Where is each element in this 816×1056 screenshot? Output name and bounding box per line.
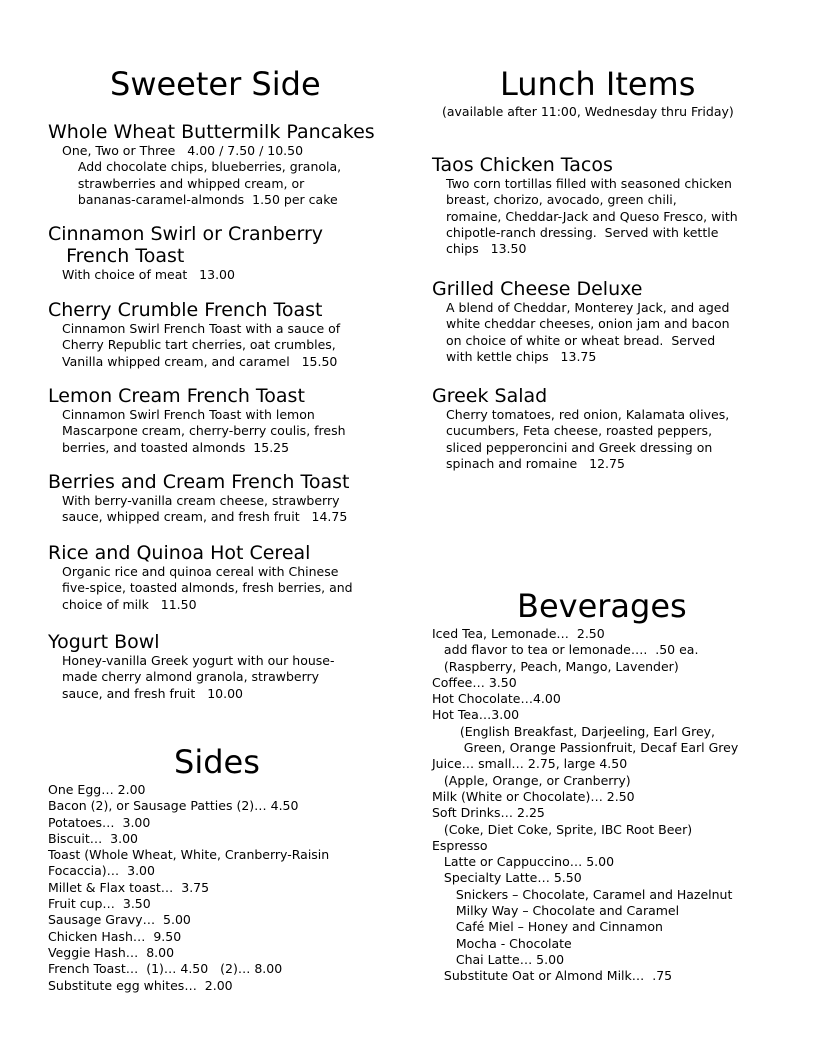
beverage-item: Milk (White or Chocolate)… 2.50 [432, 788, 635, 804]
side-item: Potatoes… 3.00 [48, 814, 151, 830]
beverage-item: Hot Chocolate…4.00 [432, 691, 561, 707]
beverage-item: (English Breakfast, Darjeeling, Earl Grey, [432, 723, 716, 739]
item-description [48, 267, 388, 283]
beverage-item: Specialty Latte… 5.50 [432, 870, 582, 886]
item-description-line: One, Two or Three 4.00 / 7.50 / 10.50 [62, 143, 304, 158]
item-name: Berries and Cream French Toast [48, 471, 350, 493]
item-description-line: berries, and toasted almonds 15.25 [62, 439, 290, 455]
item-description [48, 493, 388, 526]
item-description-line: Cherry Republic tart cherries, oat crumbles, [62, 337, 336, 353]
beverage-item: Mocha - Chocolate [432, 935, 572, 951]
item-description-line: With berry-vanilla cream cheese, strawberry [62, 493, 340, 508]
beverage-item: (Coke, Diet Coke, Sprite, IBC Root Beer) [432, 821, 693, 837]
side-item: Substitute egg whites… 2.00 [48, 977, 233, 993]
beverage-item: (Raspberry, Peach, Mango, Lavender) [432, 658, 679, 674]
beverage-item: (Apple, Orange, or Cranberry) [432, 772, 631, 788]
item-name: French Toast [48, 245, 185, 267]
item-description-line: Cherry tomatoes, red onion, Kalamata olives, [446, 407, 730, 422]
item-description [432, 407, 792, 472]
sweeter-side-menu-item [48, 299, 388, 370]
beverage-item: Espresso [432, 837, 488, 853]
side-item: Focaccia)… 3.00 [48, 863, 155, 879]
item-name: Greek Salad [432, 385, 548, 407]
side-item: Chicken Hash… 9.50 [48, 928, 182, 944]
item-description-line: with kettle chips 13.75 [446, 348, 597, 364]
item-description-line: Two corn tortillas filled with seasoned chicken [446, 176, 732, 191]
beverages-list [432, 626, 738, 985]
lunch-title: Lunch Items [500, 65, 696, 103]
item-description-line: Add chocolate chips, blueberries, granola, [62, 159, 342, 175]
item-description-line: bananas-caramel-almonds 1.50 per cake [62, 191, 338, 207]
item-name: Yogurt Bowl [48, 631, 160, 653]
item-description-line: sauce, whipped cream, and fresh fruit 14.75 [62, 509, 348, 525]
item-description-line: breast, chorizo, avocado, green chili, [446, 192, 677, 208]
item-description [432, 176, 792, 257]
sweeter-side-menu-item [48, 471, 388, 526]
sides-list [48, 782, 329, 994]
item-description-line: Cinnamon Swirl French Toast with lemon [62, 407, 315, 422]
sweeter-side-menu-item [48, 223, 388, 283]
item-description-line: A blend of Cheddar, Monterey Jack, and aged [446, 300, 730, 315]
item-description-line: Mascarpone cream, cherry-berry coulis, fresh [62, 423, 346, 439]
item-description [48, 653, 388, 702]
beverage-item: Milky Way – Chocolate and Caramel [432, 903, 680, 919]
item-description-line: five-spice, toasted almonds, fresh berries, and [62, 580, 353, 596]
beverage-item: Iced Tea, Lemonade… 2.50 [432, 626, 605, 641]
item-description-line: Vanilla whipped cream, and caramel 15.50 [62, 353, 338, 369]
side-item: Bacon (2), or Sausage Patties (2)… 4.50 [48, 798, 299, 814]
lunch-subtitle: (available after 11:00, Wednesday thru Friday) [442, 104, 734, 119]
beverage-item: Hot Tea…3.00 [432, 707, 520, 723]
item-description-line: made cherry almond granola, strawberry [62, 669, 320, 685]
item-name: Cinnamon Swirl or Cranberry [48, 223, 324, 245]
item-name: Grilled Cheese Deluxe [432, 278, 643, 300]
side-item: One Egg… 2.00 [48, 782, 146, 797]
beverage-item: add flavor to tea or lemonade…. .50 ea. [432, 642, 699, 658]
item-description-line: chipotle-ranch dressing. Served with kettle [446, 224, 719, 240]
item-description-line: sauce, and fresh fruit 10.00 [62, 685, 243, 701]
side-item: Toast (Whole Wheat, White, Cranberry-Raisin [48, 847, 330, 863]
item-name: Whole Wheat Buttermilk Pancakes [48, 121, 375, 143]
sweeter-side-menu-item [48, 385, 388, 456]
side-item: Veggie Hash… 8.00 [48, 944, 175, 960]
item-description-line: With choice of meat 13.00 [62, 267, 235, 282]
side-item: Biscuit… 3.00 [48, 830, 139, 846]
beverage-item: Substitute Oat or Almond Milk… .75 [432, 968, 673, 984]
item-description-line: romaine, Cheddar-Jack and Queso Fresco, with [446, 208, 738, 224]
lunch-menu-item [432, 154, 792, 257]
sides-title: Sides [174, 743, 260, 781]
beverage-item: Juice… small… 2.75, large 4.50 [432, 756, 628, 772]
side-item: Millet & Flax toast… 3.75 [48, 879, 210, 895]
beverage-item: Latte or Cappuccino… 5.00 [432, 854, 615, 870]
item-description [432, 300, 792, 365]
beverage-item: Coffee… 3.50 [432, 674, 517, 690]
beverage-item: Snickers – Chocolate, Caramel and Hazelnut [432, 886, 733, 902]
beverage-item: Café Miel – Honey and Cinnamon [432, 919, 663, 935]
item-description-line: strawberries and whipped cream, or [62, 175, 305, 191]
lunch-menu-item [432, 278, 792, 365]
item-description-line: choice of milk 11.50 [62, 596, 197, 612]
item-description-line: chips 13.50 [446, 241, 527, 257]
beverage-item: Chai Latte… 5.00 [432, 951, 565, 967]
beverages-title: Beverages [517, 587, 687, 625]
sweeter-side-menu-item [48, 121, 388, 208]
item-description-line: cucumbers, Feta cheese, roasted peppers, [446, 423, 713, 439]
sweeter-side-menu-item [48, 631, 388, 702]
lunch-menu-item [432, 385, 792, 472]
side-item: French Toast… (1)… 4.50 (2)… 8.00 [48, 961, 283, 977]
item-name: Lemon Cream French Toast [48, 385, 305, 407]
beverage-item: Green, Orange Passionfruit, Decaf Earl Grey [432, 740, 739, 756]
side-item: Fruit cup… 3.50 [48, 896, 151, 912]
item-description-line: Honey-vanilla Greek yogurt with our house- [62, 653, 335, 668]
item-description [48, 143, 388, 208]
item-description-line: Organic rice and quinoa cereal with Chinese [62, 564, 339, 579]
item-description-line: white cheddar cheeses, onion jam and bacon [446, 316, 730, 332]
item-description [48, 321, 388, 370]
sweeter-side-title: Sweeter Side [110, 65, 321, 103]
item-description-line: Cinnamon Swirl French Toast with a sauce of [62, 321, 341, 336]
item-description-line: sliced pepperoncini and Greek dressing on [446, 439, 713, 455]
sweeter-side-menu-item [48, 542, 388, 613]
side-item: Sausage Gravy… 5.00 [48, 912, 191, 928]
item-description-line: spinach and romaine 12.75 [446, 455, 625, 471]
beverage-item: Soft Drinks… 2.25 [432, 805, 545, 821]
item-name: Rice and Quinoa Hot Cereal [48, 542, 311, 564]
item-description [48, 564, 388, 613]
item-name: Cherry Crumble French Toast [48, 299, 323, 321]
item-name: Taos Chicken Tacos [432, 154, 613, 176]
item-description-line: on choice of white or wheat bread. Served [446, 332, 716, 348]
item-description [48, 407, 388, 456]
